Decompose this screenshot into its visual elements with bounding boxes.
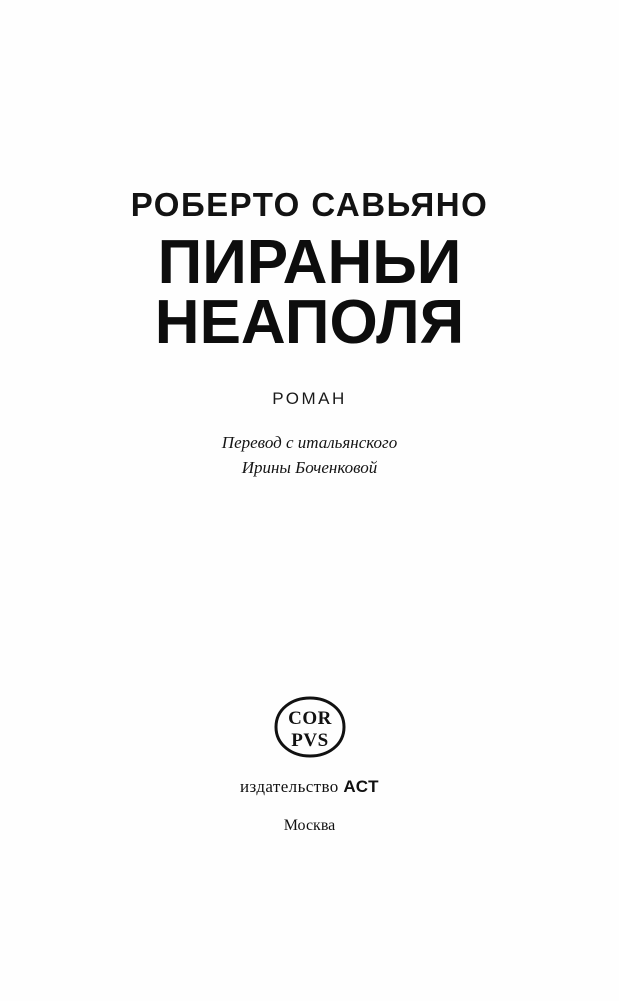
publisher-city: Москва (283, 817, 336, 834)
publisher-brand: АСТ (343, 777, 379, 796)
translation-credit-line-2: Ирины Боченковой (241, 457, 378, 477)
publisher-prefix: издательство (240, 777, 344, 796)
svg-text:PVS: PVS (290, 730, 329, 751)
page-title (0, 228, 619, 358)
title-block (0, 188, 619, 481)
book-title-line-1: ПИРАНЬИ (157, 228, 462, 297)
genre-label: РОМАН (272, 389, 347, 409)
translation-credit-line-1: Перевод с итальянского (221, 433, 398, 453)
corpus-logo-icon (270, 695, 350, 759)
svg-text:COR: COR (287, 708, 332, 729)
author-name: РОБЕРТО САВЬЯНО (130, 186, 489, 223)
translation-credit (0, 431, 619, 480)
publisher-name (0, 777, 619, 797)
book-title-line-2: НЕАПОЛЯ (154, 288, 465, 358)
publisher-block (0, 695, 619, 835)
